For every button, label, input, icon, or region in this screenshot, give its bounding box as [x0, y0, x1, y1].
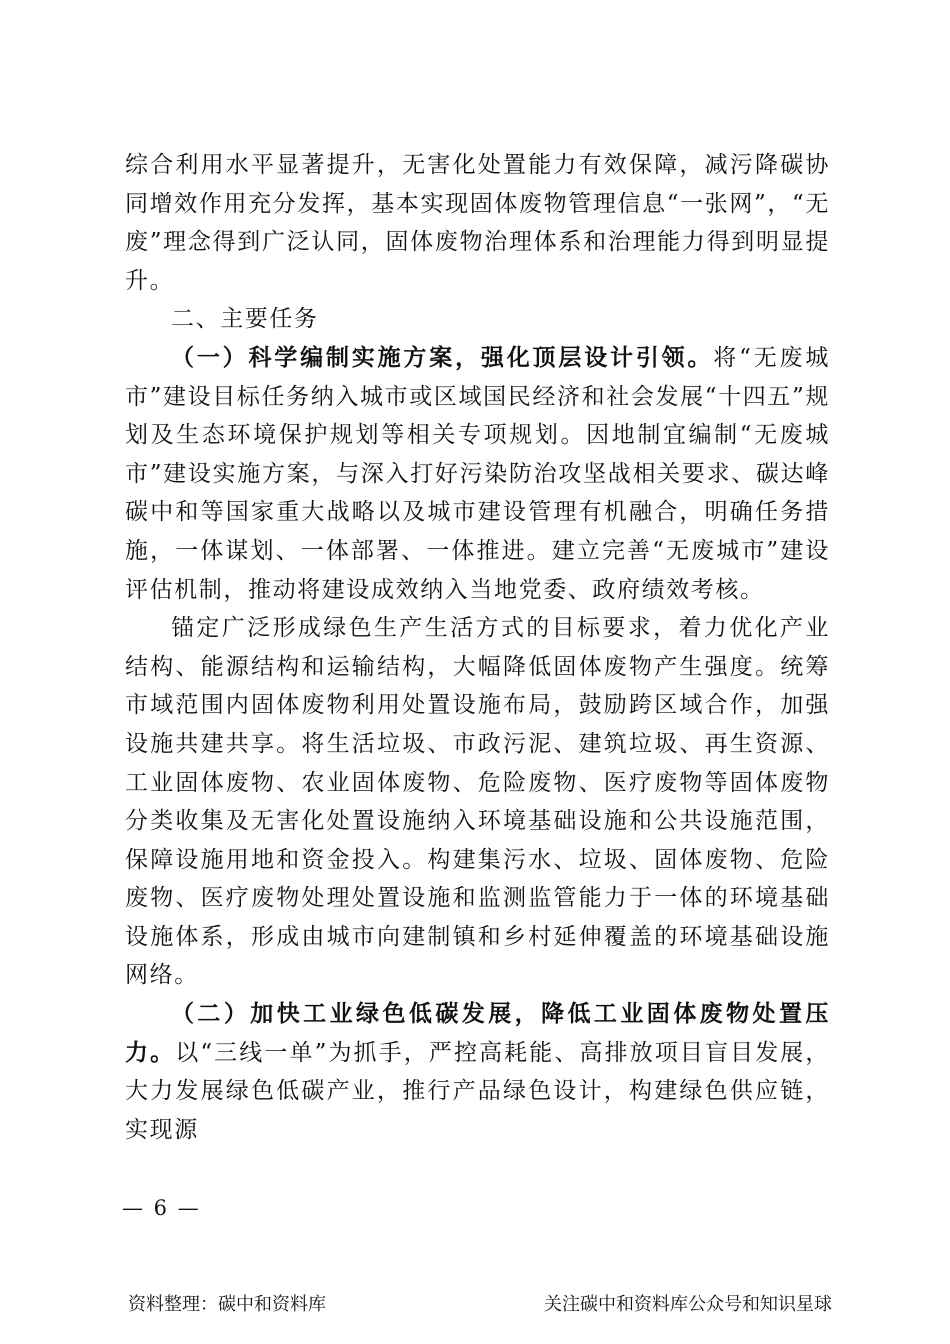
task-item-2 [125, 995, 830, 1149]
document-body [125, 146, 830, 1149]
section-heading: 二、主要任务 [171, 306, 319, 333]
paragraph-continuation: 综合利用水平显著提升，无害化处置能力有效保障，减污降碳协同增效作用充分发挥，基本实现固体废物管理信息“一张网”，“无废”理念得到广泛认同，固体废物治理体系和治理能力得到明显提升。 [125, 152, 830, 294]
footer-source: 资料整理：碳中和资料库 [128, 1294, 326, 1315]
page-number: — 6 — [122, 1196, 201, 1220]
paragraph-infrastructure: 锚定广泛形成绿色生产生活方式的目标要求，着力优化产业结构、能源结构和运输结构，大幅降低固体废物产生强度。统筹市域范围内固体废物利用处置设施布局，鼓励跨区域合作，加强设施共建共享。将生活垃圾、市政污泥、建筑垃圾、再生资源、工业固体废物、农业固体废物、危险废物、医疗废物等固体废物分类收集及无害化处置设施纳入环境基础设施和公共设施范围，保障设施用地和资金投入。构建集污水、垃圾、固体废物、危险废物、医疗废物处理处置设施和监测监管能力于一体的环境基础设施体系，形成由城市向建制镇和乡村延伸覆盖的环境基础设施网络。 [125, 615, 830, 989]
task-item-2-text: 以“三线一单”为抓手，严控高耗能、高排放项目盲目发展，大力发展绿色低碳产业，推行产品绿色设计，构建绿色供应链，实现源 [125, 1039, 831, 1143]
task-item-1-text: 将“无废城市”建设目标任务纳入城市或区域国民经济和社会发展“十四五”规划及生态环境保护规划等相关专项规划。因地制宜编制“无废城市”建设实施方案，与深入打好污染防治攻坚战相关要求、碳达峰碳中和等国家重大战略以及城市建设管理有机融合，明确任务措施，一体谋划、一体部署、一体推进。建立完善“无废城市”建设评估机制，推动将建设成效纳入当地党委、政府绩效考核。 [125, 344, 830, 603]
task-item-1 [125, 339, 830, 609]
task-item-2-title: （二）加快工业绿色低碳发展，降低工业固体废物处置压力。 [125, 1000, 830, 1066]
task-item-1-title: （一）科学编制实施方案，强化顶层设计引领。 [171, 343, 714, 371]
footer-follow-note: 关注碳中和资料库公众号和知识星球 [544, 1294, 832, 1315]
